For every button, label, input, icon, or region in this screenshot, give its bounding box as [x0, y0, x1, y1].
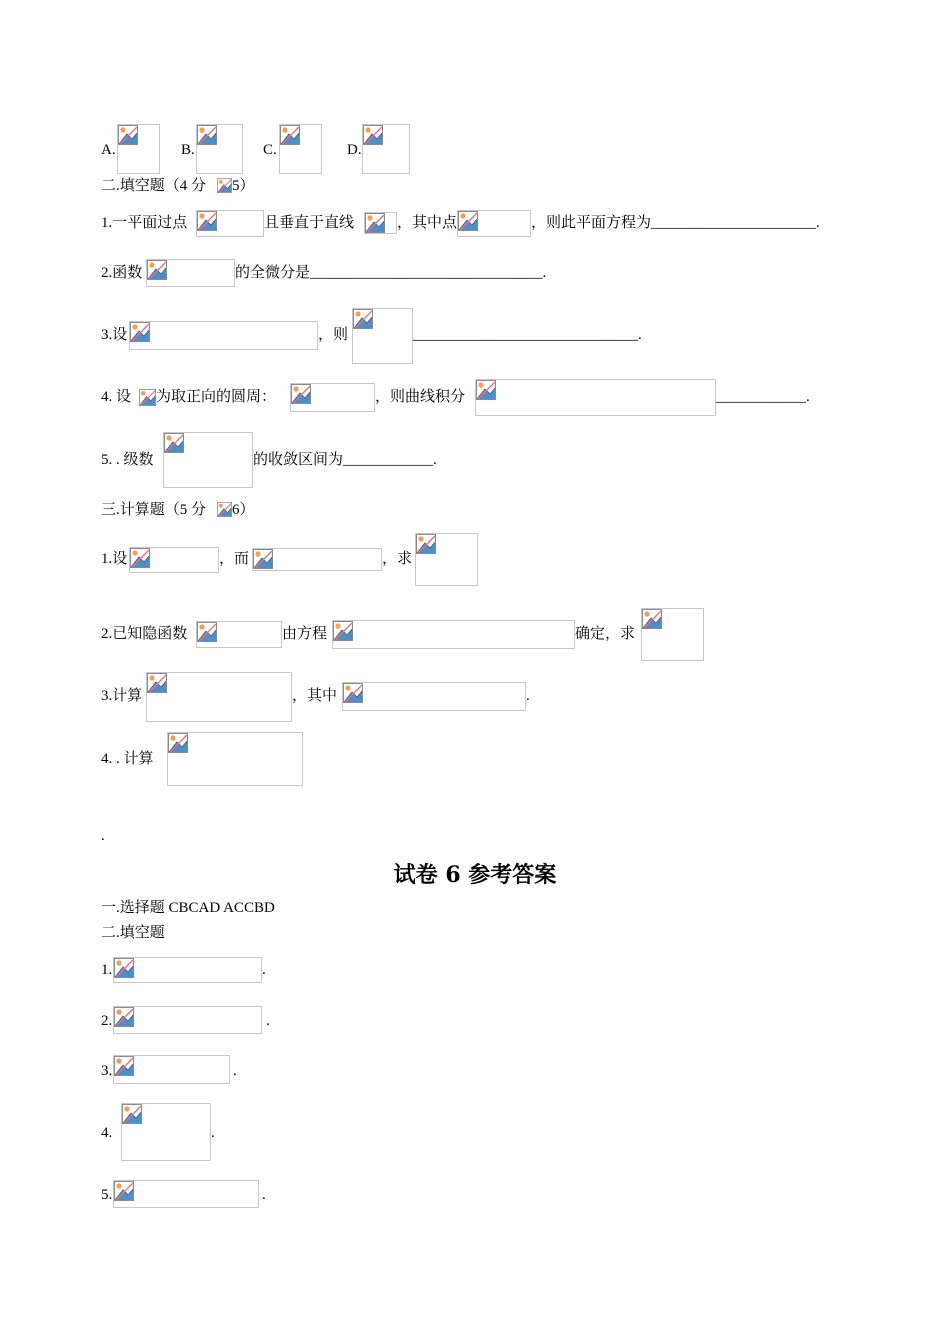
q2-1-text-2: 且垂直于直线 — [264, 215, 355, 231]
answer-4-formula — [121, 1103, 211, 1161]
q2-1-text-1: 1.一平面过点 — [101, 215, 188, 231]
q3-2-text-1: 2.已知隐函数 — [101, 626, 188, 642]
q3-1-text-2: ，而 — [219, 551, 250, 567]
section-calc-title-suffix: 6） — [232, 502, 255, 518]
answer-fill-title: 二.填空题 — [101, 925, 165, 941]
answer-1-end: . — [262, 962, 266, 978]
section-calc-title-image — [217, 502, 232, 517]
section-fill-title-prefix: 二.填空题（4 分 — [101, 178, 207, 194]
answer-3-end: . — [233, 1063, 237, 1079]
q2-4-formula-1 — [139, 389, 156, 407]
q3-3-text-3: . — [526, 688, 530, 704]
q3-2-formula-1 — [196, 621, 282, 648]
q2-1-formula-1 — [196, 210, 264, 237]
option-d-label: D. — [347, 142, 362, 158]
q3-3-formula-2 — [342, 682, 526, 711]
answer-2-num: 2. — [101, 1013, 113, 1029]
answer-3-formula — [113, 1055, 230, 1084]
q3-1-formula-3 — [415, 533, 478, 586]
q3-4-formula — [167, 732, 303, 786]
q2-4-text-1: 4. 设 — [101, 389, 132, 405]
q2-3-text-1: 3.设 — [101, 327, 128, 343]
q3-3-text-2: ，其中 — [292, 688, 338, 704]
q3-1-formula-1 — [129, 547, 219, 573]
answer-2-formula — [113, 1006, 262, 1034]
answer-key-title: 试卷 6 参考答案 — [393, 862, 557, 888]
q3-2-text-2: 由方程 — [282, 626, 328, 642]
q2-1-text-4: ，则此平面方程为______________________. — [531, 215, 820, 231]
answer-1-num: 1. — [101, 962, 113, 978]
q3-4-text-1: 4. . 计算 — [101, 751, 154, 767]
q2-2-text-2: 的全微分是_______________________________. — [235, 265, 547, 281]
q2-3-text-2: ，则 — [318, 327, 349, 343]
q2-4-text-4: ____________. — [716, 389, 810, 405]
q2-1-formula-2 — [364, 212, 397, 234]
q2-5-text-2: 的收敛区间为____________. — [253, 452, 437, 468]
answer-4-num: 4. — [101, 1125, 113, 1141]
q3-3-formula-1 — [146, 672, 292, 722]
option-c-image — [279, 124, 322, 174]
section-calc-title-prefix: 三.计算题（5 分 — [101, 502, 207, 518]
q2-4-text-3: ，则曲线积分 — [375, 389, 466, 405]
q2-4-text-2: 为取正向的圆周： — [156, 389, 277, 405]
separator-dot: . — [101, 828, 105, 844]
answer-choice-line: 一.选择题 CBCAD ACCBD — [101, 900, 275, 916]
answer-5-num: 5. — [101, 1187, 113, 1203]
q2-5-text-1: 5. . 级数 — [101, 452, 154, 468]
q3-3-text-1: 3.计算 — [101, 688, 143, 704]
q3-1-text-3: ，求 — [382, 551, 413, 567]
q2-3-formula-1 — [129, 321, 318, 350]
q2-1-text-3: ，其中点 — [397, 215, 458, 231]
q3-1-formula-2 — [252, 548, 382, 571]
q3-2-formula-2 — [332, 620, 575, 649]
answer-5-formula — [113, 1180, 259, 1208]
answer-3-num: 3. — [101, 1063, 113, 1079]
option-c-label: C. — [263, 142, 277, 158]
q2-4-formula-2 — [290, 383, 375, 412]
section-fill-title-image — [217, 178, 232, 193]
q3-2-formula-3 — [641, 608, 704, 661]
q2-2-text-1: 2.函数 — [101, 265, 143, 281]
answer-5-end: . — [262, 1187, 266, 1203]
q2-3-text-3: ______________________________. — [413, 327, 642, 343]
q2-2-formula — [146, 259, 235, 287]
q2-5-formula — [163, 432, 253, 488]
answer-2-end: . — [266, 1013, 270, 1029]
option-a-image — [117, 124, 160, 174]
q2-4-formula-3 — [475, 379, 716, 416]
answer-1-formula — [113, 957, 262, 983]
q2-3-formula-2 — [352, 308, 413, 364]
q3-2-text-3: 确定，求 — [575, 626, 636, 642]
answer-4-end: . — [211, 1125, 215, 1141]
option-b-label: B. — [181, 142, 195, 158]
section-fill-title-suffix: 5） — [232, 178, 255, 194]
option-d-image — [362, 124, 410, 174]
q3-1-text-1: 1.设 — [101, 551, 128, 567]
q2-1-formula-3 — [457, 210, 531, 237]
option-a-label: A. — [101, 142, 116, 158]
option-b-image — [196, 124, 243, 174]
